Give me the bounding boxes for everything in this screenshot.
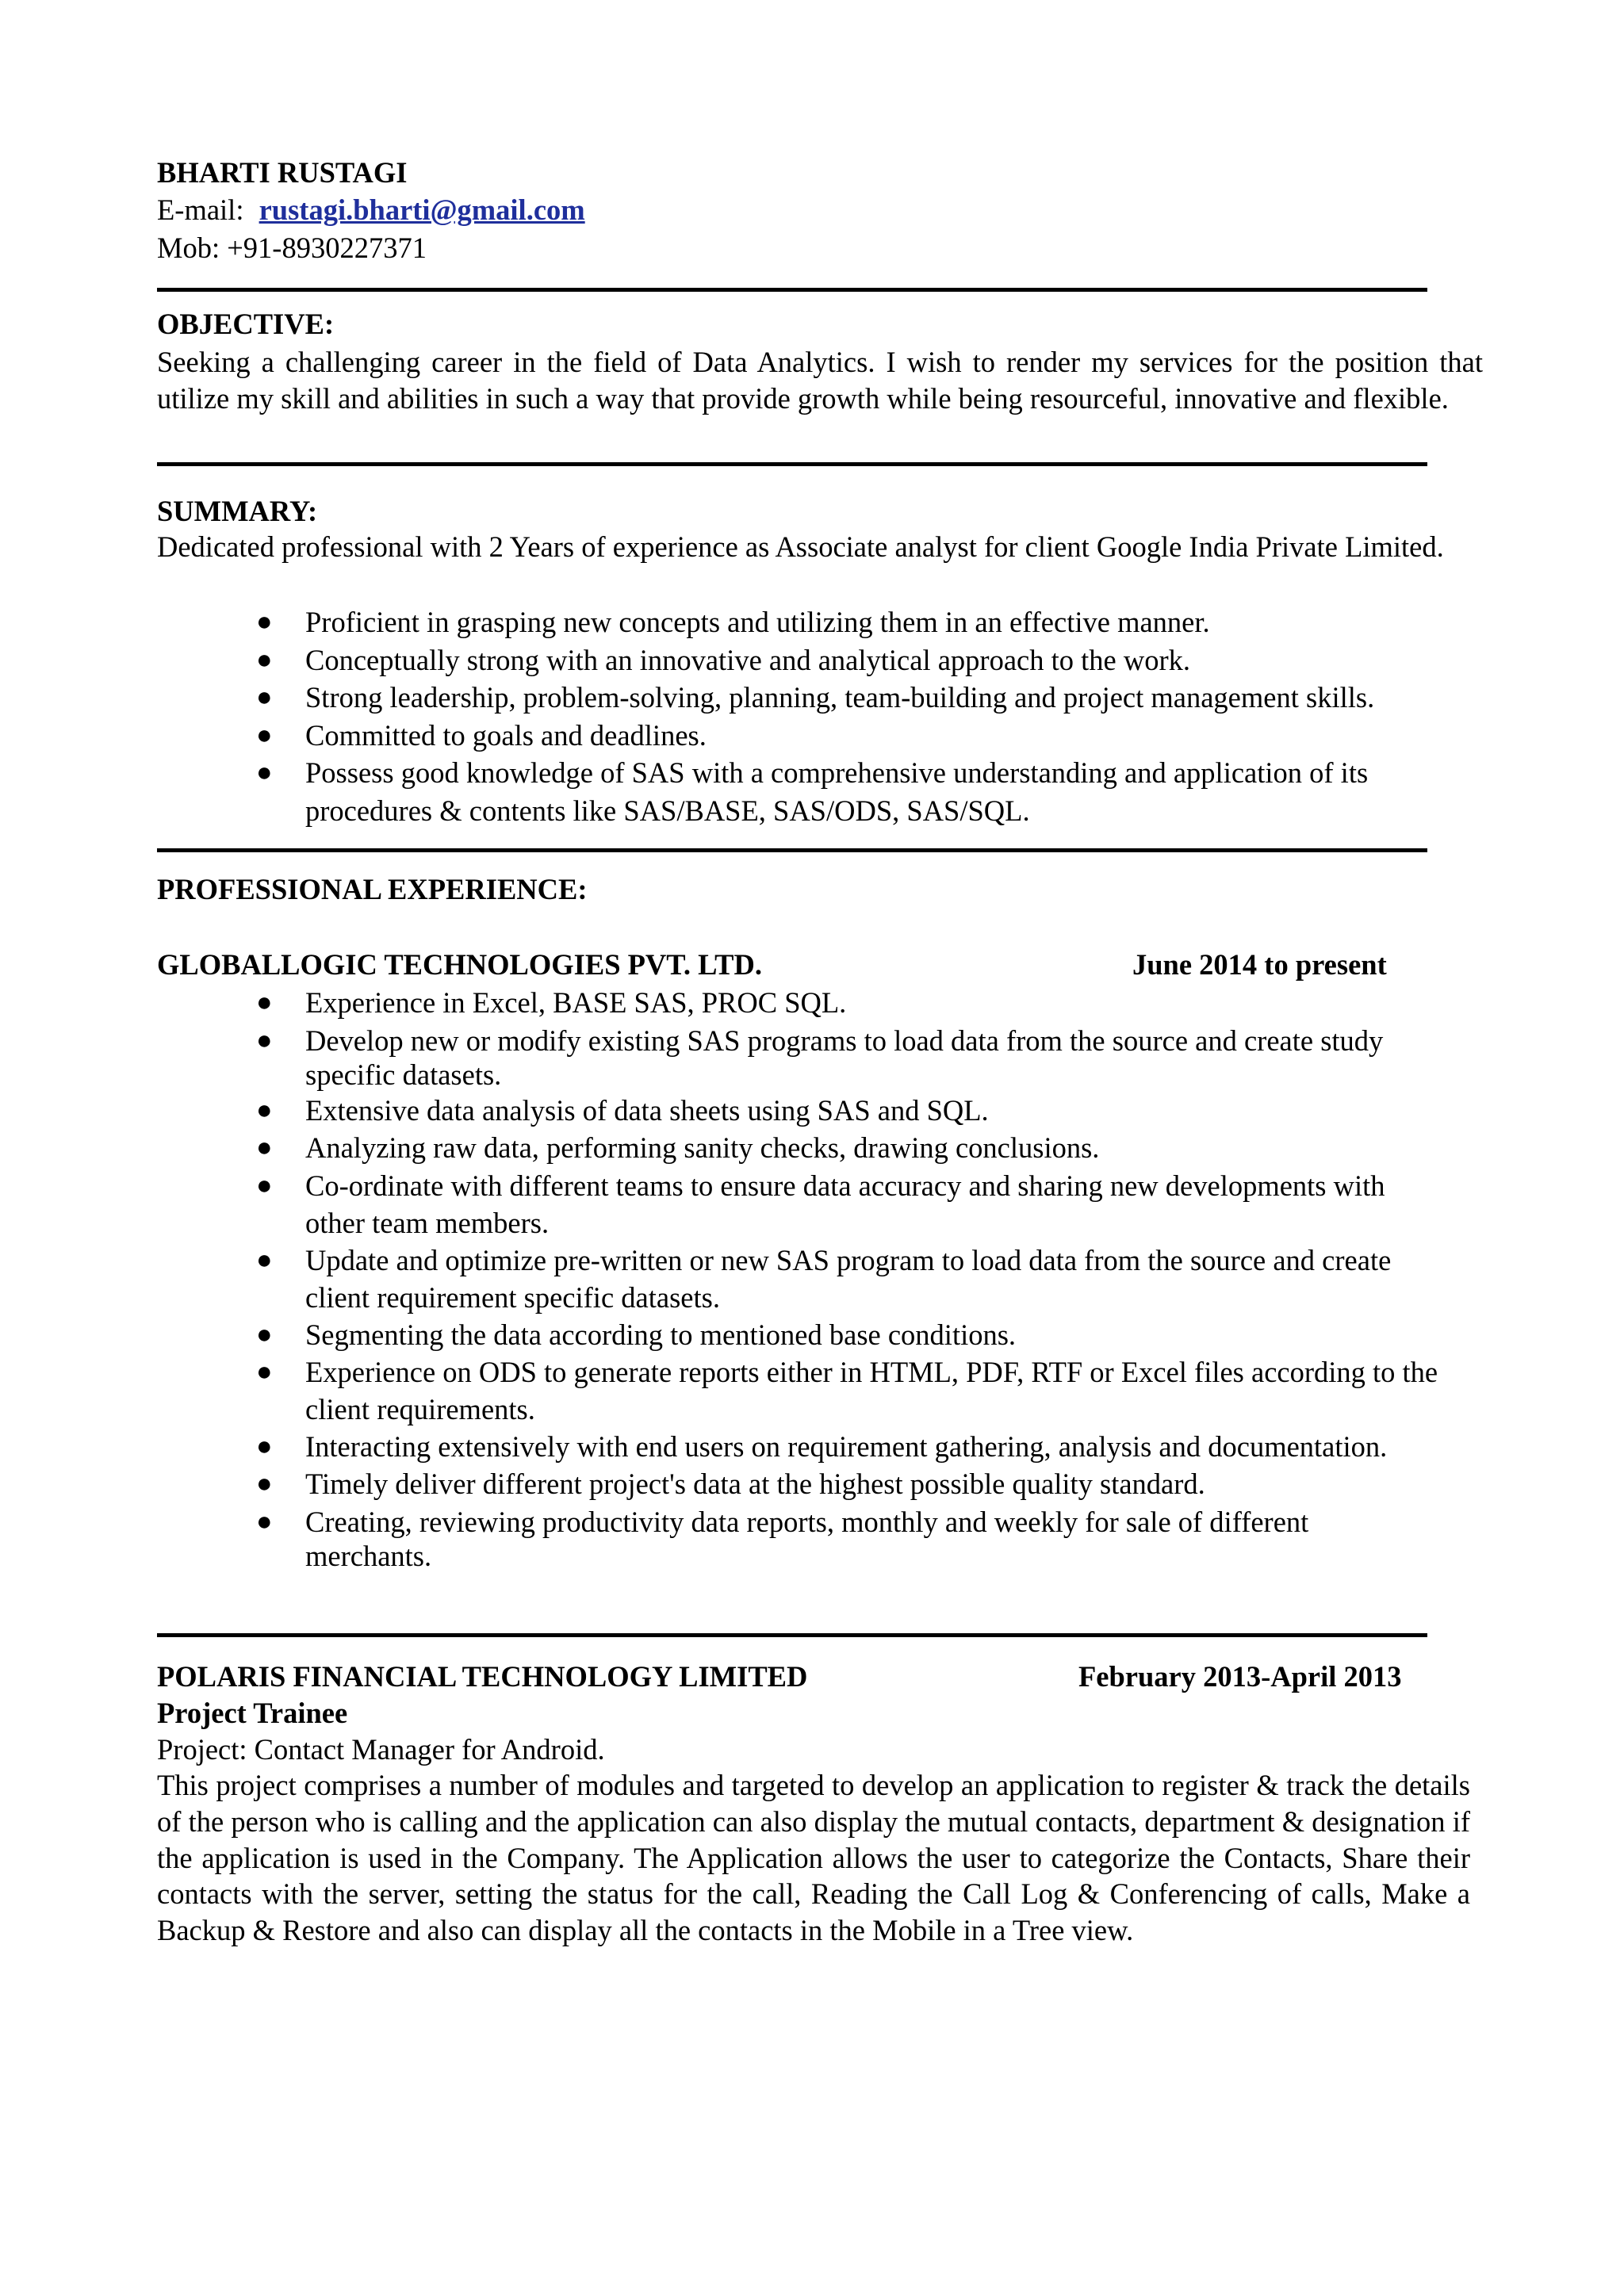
summary-bullet-list [157, 603, 1489, 829]
objective-heading: OBJECTIVE: [157, 308, 335, 340]
company-name: GLOBALLOGIC TECHNOLOGIES PVT. LTD. [157, 948, 762, 981]
email-label: E-mail: [157, 193, 244, 226]
list-item: ● Experience on ODS to generate reports either in HTML, PDF, RTF or Excel files according to the client requirements. [157, 1353, 1479, 1428]
bullet-icon: ● [256, 1245, 273, 1275]
mobile-line: Mob: +91-8930227371 [157, 232, 427, 264]
bullet-icon: ● [256, 645, 273, 675]
email-line [157, 191, 585, 228]
bullet-icon: ● [256, 683, 273, 712]
divider [157, 848, 1427, 852]
list-item: ● Develop new or modify existing SAS programs to load data from the source and create study specific datasets. [157, 1022, 1447, 1092]
bullet-icon: ● [256, 1025, 273, 1055]
divider [157, 462, 1427, 466]
list-item: ● Timely deliver different project's data at the highest possible quality standard. [157, 1465, 1489, 1503]
bullet-icon: ● [256, 1133, 273, 1162]
list-item: ● Experience in Excel, BASE SAS, PROC SQL. [157, 984, 1489, 1022]
candidate-name: BHARTI RUSTAGI [157, 156, 408, 189]
employment-dates: February 2013-April 2013 [1078, 1660, 1402, 1693]
list-item: ● Committed to goals and deadlines. [157, 717, 1489, 755]
summary-heading: SUMMARY: [157, 495, 318, 527]
objective-text: Seeking a challenging career in the field of Data Analytics. I wish to render my services for the position that utilize my skill and abilities in such a way that provide growth while being resourceful, innovative and flexible. [157, 346, 1483, 415]
email-link[interactable]: rustagi.bharti@gmail.com [259, 193, 585, 226]
bullet-icon: ● [256, 1319, 273, 1349]
list-item: ● Update and optimize pre-written or new SAS program to load data from the source and create client requirement specific datasets. [157, 1242, 1431, 1316]
bullet-icon: ● [256, 1432, 273, 1461]
list-item: ● Creating, reviewing productivity data reports, monthly and weekly for sale of different merchants. [157, 1503, 1431, 1573]
bullet-icon: ● [256, 1506, 273, 1536]
employment-dates: June 2014 to present [1132, 948, 1387, 981]
divider [157, 288, 1427, 292]
job-role: Project Trainee [157, 1697, 348, 1729]
company-name: POLARIS FINANCIAL TECHNOLOGY LIMITED [157, 1660, 808, 1693]
list-item: ● Possess good knowledge of SAS with a comprehensive understanding and application of its procedures & contents like SAS/BASE, SAS/ODS, SAS/SQL. [157, 754, 1479, 829]
list-item: ● Conceptually strong with an innovative and analytical approach to the work. [157, 641, 1489, 679]
list-item: ● Strong leadership, problem-solving, planning, team-building and project management skills. [157, 679, 1489, 717]
experience-heading: PROFESSIONAL EXPERIENCE: [157, 873, 588, 905]
list-item: ● Proficient in grasping new concepts and utilizing them in an effective manner. [157, 603, 1489, 641]
bullet-icon: ● [256, 758, 273, 787]
project-title: Project: Contact Manager for Android. [157, 1733, 605, 1766]
job-bullet-list [157, 984, 1489, 1573]
bullet-icon: ● [256, 1469, 273, 1498]
divider [157, 1633, 1427, 1637]
list-item: ● Extensive data analysis of data sheets using SAS and SQL. [157, 1092, 1489, 1130]
summary-text: Dedicated professional with 2 Years of experience as Associate analyst for client Google India Private Limited. [157, 530, 1444, 563]
list-item: ● Interacting extensively with end users on requirement gathering, analysis and documentation. [157, 1428, 1624, 1465]
bullet-icon: ● [256, 1095, 273, 1125]
list-item: ● Segmenting the data according to mentioned base conditions. [157, 1316, 1489, 1354]
bullet-icon: ● [256, 1170, 273, 1200]
bullet-icon: ● [256, 607, 273, 637]
list-item: ● Co-ordinate with different teams to ensure data accuracy and sharing new developments with other team members. [157, 1167, 1431, 1242]
bullet-icon: ● [256, 720, 273, 750]
bullet-icon: ● [256, 988, 273, 1017]
project-description: This project comprises a number of modules and targeted to develop an application to register & track the details of the person who is calling and the application can also display the mutual contacts, department & designation if the application is used in the Company. The Application allows the user to categorize the Contacts, Share their contacts with the server, setting the status for the call, Reading the Call Log & Conferencing of calls, Make a Backup & Restore and also can display all the contacts in the Mobile in a Tree view. [157, 1769, 1470, 1947]
list-item: ● Analyzing raw data, performing sanity checks, drawing conclusions. [157, 1129, 1489, 1167]
bullet-icon: ● [256, 1357, 273, 1387]
